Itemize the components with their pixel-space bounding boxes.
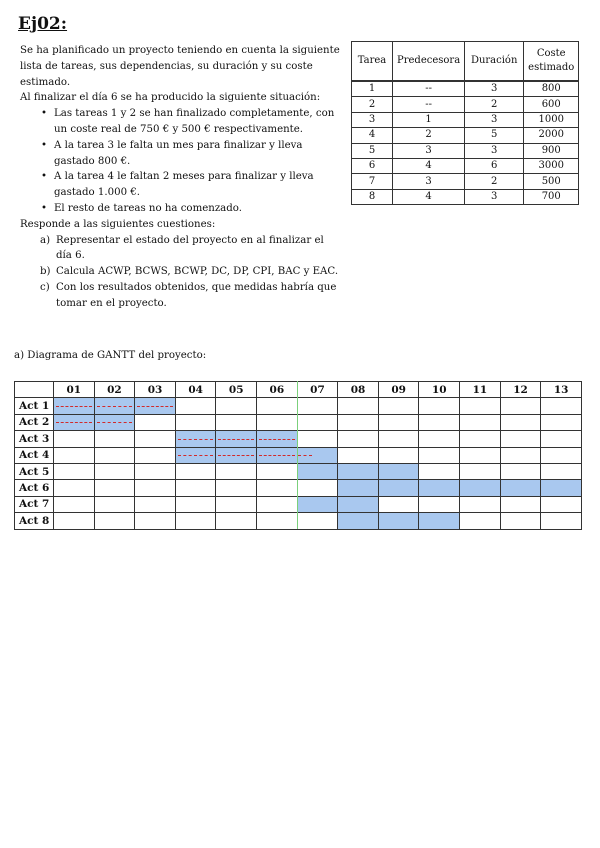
gantt-bar-cell xyxy=(216,431,257,447)
gantt-empty-cell xyxy=(378,398,419,414)
gantt-empty-cell xyxy=(419,463,460,479)
gantt-empty-cell xyxy=(419,431,460,447)
task-cell: 3 xyxy=(465,81,524,97)
task-cell: 4 xyxy=(393,189,465,204)
gantt-empty-cell xyxy=(135,513,176,529)
gantt-empty-cell xyxy=(500,431,541,447)
gantt-bar-cell xyxy=(257,447,298,463)
gantt-empty-cell xyxy=(500,447,541,463)
gantt-empty-cell xyxy=(54,480,95,496)
task-table-header xyxy=(352,42,579,82)
gantt-period-header: 02 xyxy=(94,382,135,398)
header-coste: Coste estimado xyxy=(524,42,579,82)
task-cell: -- xyxy=(393,81,465,97)
gantt-empty-cell xyxy=(175,463,216,479)
gantt-empty-cell xyxy=(94,463,135,479)
gantt-empty-cell xyxy=(175,398,216,414)
situation-item: • El resto de tareas no ha comenzado. xyxy=(54,201,340,217)
gantt-bar-cell xyxy=(338,513,379,529)
gantt-caption: a) Diagrama de GANTT del proyecto: xyxy=(14,350,207,361)
gantt-period-header: 07 xyxy=(297,382,338,398)
task-cell: 6 xyxy=(465,158,524,173)
gantt-row-label: Act 3 xyxy=(15,431,54,447)
task-row xyxy=(352,97,579,112)
exercise-title: Ej02: xyxy=(18,14,68,34)
gantt-period-header: 05 xyxy=(216,382,257,398)
gantt-empty-cell xyxy=(460,496,501,512)
task-row xyxy=(352,143,579,158)
gantt-empty-cell xyxy=(541,398,582,414)
gantt-empty-cell xyxy=(419,414,460,430)
gantt-empty-cell xyxy=(216,513,257,529)
gantt-empty-cell xyxy=(94,513,135,529)
gantt-empty-cell xyxy=(54,496,95,512)
gantt-period-header: 13 xyxy=(541,382,582,398)
question-item: c) Con los resultados obtenidos, que medidas habría que tomar en el proyecto. xyxy=(40,281,337,309)
gantt-empty-cell xyxy=(297,480,338,496)
gantt-empty-cell xyxy=(297,431,338,447)
gantt-empty-cell xyxy=(338,447,379,463)
task-cell: 2 xyxy=(352,97,393,112)
progress-marker xyxy=(298,455,312,456)
gantt-empty-cell xyxy=(175,496,216,512)
gantt-row xyxy=(15,414,582,430)
gantt-empty-cell xyxy=(216,398,257,414)
gantt-empty-cell xyxy=(257,463,298,479)
gantt-empty-cell xyxy=(94,480,135,496)
gantt-empty-cell xyxy=(541,496,582,512)
gantt-empty-cell xyxy=(94,496,135,512)
questions-heading: Responde a las siguientes cuestiones: xyxy=(20,218,216,230)
gantt-empty-cell xyxy=(460,398,501,414)
gantt-empty-cell xyxy=(378,496,419,512)
gantt-bar-cell xyxy=(419,480,460,496)
task-cell: 3 xyxy=(465,143,524,158)
gantt-empty-cell xyxy=(94,447,135,463)
gantt-bar-cell xyxy=(378,513,419,529)
gantt-empty-cell xyxy=(500,513,541,529)
gantt-bar-cell xyxy=(175,431,216,447)
gantt-row xyxy=(15,431,582,447)
gantt-empty-cell xyxy=(54,447,95,463)
gantt-empty-cell xyxy=(54,463,95,479)
task-row xyxy=(352,81,579,97)
gantt-bar-cell xyxy=(338,480,379,496)
gantt-empty-cell xyxy=(54,431,95,447)
gantt-empty-cell xyxy=(216,496,257,512)
gantt-row xyxy=(15,480,582,496)
task-row xyxy=(352,112,579,127)
gantt-period-header: 10 xyxy=(419,382,460,398)
problem-statement xyxy=(20,43,340,312)
gantt-empty-cell xyxy=(257,496,298,512)
gantt-empty-cell xyxy=(135,431,176,447)
gantt-empty-cell xyxy=(135,496,176,512)
questions-list xyxy=(20,233,340,312)
gantt-empty-cell xyxy=(135,447,176,463)
gantt-empty-cell xyxy=(338,431,379,447)
gantt-empty-cell xyxy=(175,414,216,430)
gantt-bar-cell xyxy=(297,496,338,512)
task-cell: 3 xyxy=(352,112,393,127)
gantt-empty-cell xyxy=(338,398,379,414)
gantt-empty-cell xyxy=(378,431,419,447)
gantt-empty-cell xyxy=(460,447,501,463)
task-cell: 4 xyxy=(393,158,465,173)
gantt-empty-cell xyxy=(460,431,501,447)
task-cell: 5 xyxy=(352,143,393,158)
task-cell: 3 xyxy=(465,189,524,204)
gantt-row-label: Act 5 xyxy=(15,463,54,479)
gantt-bar-cell xyxy=(94,398,135,414)
gantt-empty-cell xyxy=(135,463,176,479)
gantt-bar-cell xyxy=(338,463,379,479)
task-cell: 1 xyxy=(352,81,393,97)
gantt-period-header: 04 xyxy=(175,382,216,398)
task-row xyxy=(352,189,579,204)
gantt-row xyxy=(15,513,582,529)
gantt-empty-cell xyxy=(500,496,541,512)
gantt-corner xyxy=(15,382,54,398)
gantt-bar-cell xyxy=(460,480,501,496)
gantt-period-header: 09 xyxy=(378,382,419,398)
task-cell: 900 xyxy=(524,143,579,158)
gantt-header-row xyxy=(15,382,582,398)
situation-item: • Las tareas 1 y 2 se han finalizado completamente, con un coste real de 750 € y 500 € respectivamente. xyxy=(54,106,340,138)
gantt-bar-cell xyxy=(500,480,541,496)
gantt-empty-cell xyxy=(257,480,298,496)
gantt-empty-cell xyxy=(257,398,298,414)
gantt-period-header: 06 xyxy=(257,382,298,398)
task-cell: 4 xyxy=(352,128,393,143)
question-item: a) Representar el estado del proyecto en al finalizar el día 6. xyxy=(40,234,324,262)
gantt-chart xyxy=(14,381,582,530)
task-cell: -- xyxy=(393,97,465,112)
task-cell: 800 xyxy=(524,81,579,97)
gantt-empty-cell xyxy=(297,414,338,430)
gantt-bar-cell xyxy=(135,398,176,414)
task-table xyxy=(351,41,579,205)
task-cell: 3 xyxy=(393,174,465,189)
situation-paragraph: Al finalizar el día 6 se ha producido la siguiente situación: xyxy=(20,92,321,104)
task-cell: 2000 xyxy=(524,128,579,143)
gantt-bar-cell xyxy=(94,414,135,430)
task-cell: 3 xyxy=(465,112,524,127)
gantt-bar-cell xyxy=(54,398,95,414)
gantt-empty-cell xyxy=(541,513,582,529)
header-predecesora: Predecesora xyxy=(393,42,465,82)
situation-list xyxy=(20,106,340,217)
gantt-bar-cell xyxy=(419,513,460,529)
intro-paragraph: Se ha planificado un proyecto teniendo en cuenta la siguiente lista de tareas, sus dependencias, su duración y su coste estimado. xyxy=(20,45,340,88)
task-cell: 2 xyxy=(465,174,524,189)
task-row xyxy=(352,128,579,143)
gantt-period-header: 11 xyxy=(460,382,501,398)
situation-item: • A la tarea 3 le falta un mes para finalizar y lleva gastado 800 €. xyxy=(54,138,340,170)
gantt-bar-cell xyxy=(297,447,338,463)
gantt-empty-cell xyxy=(257,414,298,430)
gantt-bar-cell xyxy=(378,480,419,496)
task-cell: 2 xyxy=(393,128,465,143)
gantt-empty-cell xyxy=(541,463,582,479)
task-cell: 3000 xyxy=(524,158,579,173)
task-cell: 2 xyxy=(465,97,524,112)
gantt-empty-cell xyxy=(216,414,257,430)
gantt-empty-cell xyxy=(541,414,582,430)
task-cell: 500 xyxy=(524,174,579,189)
gantt-row xyxy=(15,496,582,512)
gantt-empty-cell xyxy=(460,463,501,479)
task-cell: 7 xyxy=(352,174,393,189)
gantt-row xyxy=(15,463,582,479)
gantt-empty-cell xyxy=(338,414,379,430)
gantt-row-label: Act 2 xyxy=(15,414,54,430)
gantt-bar-cell xyxy=(54,414,95,430)
task-cell: 600 xyxy=(524,97,579,112)
task-cell: 1 xyxy=(393,112,465,127)
status-date-line xyxy=(297,381,298,529)
gantt-empty-cell xyxy=(378,447,419,463)
gantt-empty-cell xyxy=(175,513,216,529)
task-cell: 3 xyxy=(393,143,465,158)
gantt-row-label: Act 6 xyxy=(15,480,54,496)
question-item: b) Calcula ACWP, BCWS, BCWP, DC, DP, CPI, BAC y EAC. xyxy=(40,266,339,278)
gantt-empty-cell xyxy=(297,398,338,414)
gantt-row-label: Act 1 xyxy=(15,398,54,414)
gantt-row xyxy=(15,398,582,414)
gantt-empty-cell xyxy=(378,414,419,430)
gantt-bar-cell xyxy=(541,480,582,496)
gantt-bar-cell xyxy=(378,463,419,479)
gantt-period-header: 08 xyxy=(338,382,379,398)
gantt-bar-cell xyxy=(216,447,257,463)
header-duracion: Duración xyxy=(465,42,524,82)
gantt-bar-cell xyxy=(338,496,379,512)
gantt-empty-cell xyxy=(541,447,582,463)
gantt-empty-cell xyxy=(216,463,257,479)
gantt-empty-cell xyxy=(460,513,501,529)
gantt-empty-cell xyxy=(500,414,541,430)
gantt-row xyxy=(15,447,582,463)
gantt-empty-cell xyxy=(135,414,176,430)
gantt-bar-cell xyxy=(297,463,338,479)
gantt-empty-cell xyxy=(419,447,460,463)
gantt-empty-cell xyxy=(419,398,460,414)
gantt-period-header: 01 xyxy=(54,382,95,398)
situation-item: • A la tarea 4 le faltan 2 meses para finalizar y lleva gastado 1.000 €. xyxy=(54,169,340,201)
task-cell: 8 xyxy=(352,189,393,204)
gantt-empty-cell xyxy=(94,431,135,447)
gantt-empty-cell xyxy=(257,513,298,529)
gantt-empty-cell xyxy=(216,480,257,496)
gantt-bar-cell xyxy=(175,447,216,463)
gantt-empty-cell xyxy=(500,398,541,414)
gantt-row-label: Act 7 xyxy=(15,496,54,512)
gantt-empty-cell xyxy=(297,513,338,529)
task-row xyxy=(352,174,579,189)
gantt-empty-cell xyxy=(500,463,541,479)
gantt-empty-cell xyxy=(460,414,501,430)
gantt-bar-cell xyxy=(257,431,298,447)
task-cell: 6 xyxy=(352,158,393,173)
task-row xyxy=(352,158,579,173)
gantt-period-header: 12 xyxy=(500,382,541,398)
task-cell: 5 xyxy=(465,128,524,143)
gantt-period-header: 03 xyxy=(135,382,176,398)
gantt-empty-cell xyxy=(419,496,460,512)
gantt-row-label: Act 8 xyxy=(15,513,54,529)
gantt-empty-cell xyxy=(541,431,582,447)
task-cell: 1000 xyxy=(524,112,579,127)
header-tarea: Tarea xyxy=(352,42,393,82)
task-cell: 700 xyxy=(524,189,579,204)
gantt-empty-cell xyxy=(135,480,176,496)
gantt-row-label: Act 4 xyxy=(15,447,54,463)
gantt-empty-cell xyxy=(175,480,216,496)
gantt-empty-cell xyxy=(54,513,95,529)
